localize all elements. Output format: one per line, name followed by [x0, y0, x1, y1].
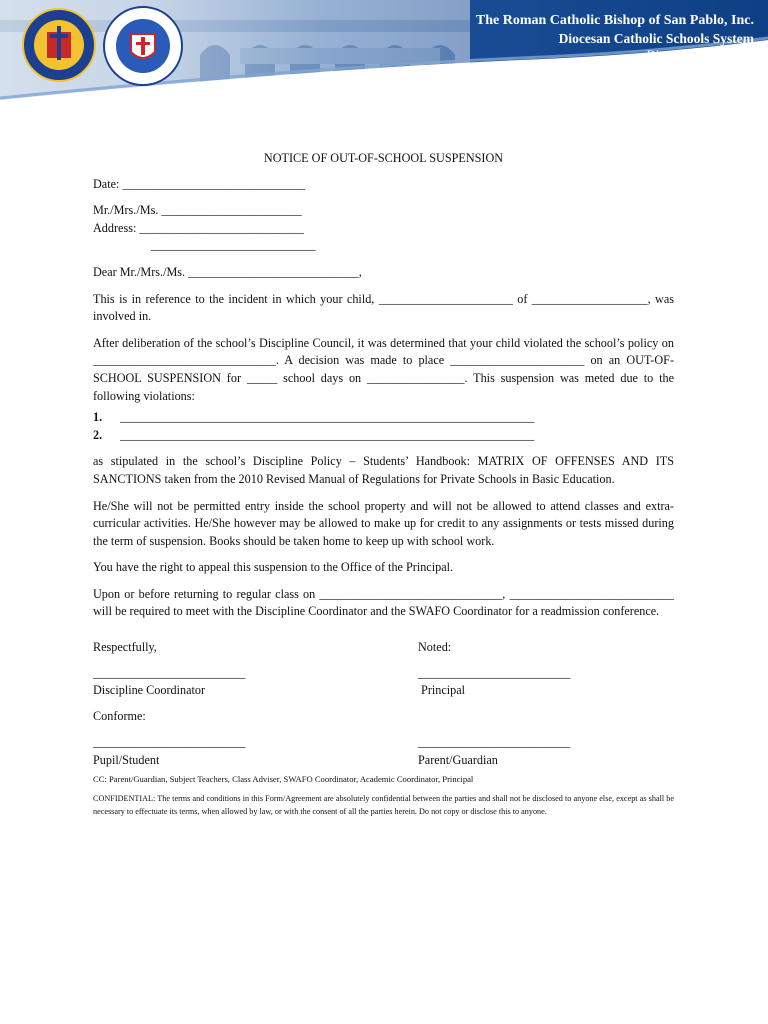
- violation-number: 1.: [93, 410, 103, 425]
- paragraph-policy: as stipulated in the school’s Discipline Policy – Students’ Handbook: MATRIX OF OFFENSES AND ITS SANCTIONS taken from the 2010 Revised Manual of Regulations for Private Schools in Basic Education.: [93, 454, 674, 486]
- parent-signature-line: _________________________: [418, 735, 571, 750]
- conforme-label: Conforme:: [93, 708, 146, 723]
- signature-row-3: [93, 734, 674, 769]
- discipline-coordinator-label: Discipline Coordinator: [93, 683, 206, 698]
- letterhead-line-3: Diocese of San Pablo: [646, 48, 754, 62]
- date-field: Date: ______________________________: [93, 176, 306, 191]
- pupil-student-label: Pupil/Student: [93, 753, 160, 768]
- paragraph-restrictions: He/She will not be permitted entry inside the school property and will not be allowed to attend classes and extra-curricular activities. He/She however may be allowed to make up for credit to any assignments or tests missed during the term of suspension. Books should be taken home to keep up with school work.: [93, 498, 674, 548]
- letterhead-line-1: The Roman Catholic Bishop of San Pablo, Inc.: [475, 13, 754, 28]
- letterhead-line-5: Pagsanjan, Laguna: [656, 81, 754, 95]
- paragraph-incident: This is in reference to the incident in which your child, ______________________ of ___________________, was involved in.: [93, 291, 674, 324]
- address-field: Address: ___________________________: [93, 220, 304, 235]
- principal-signature-line: _________________________: [418, 665, 571, 680]
- paragraph-decision: After deliberation of the school’s Discipline Council, it was determined that your child violated the school’s policy on ______________________________. A decision was made to place ______________________ on an OUT-OF-SCHOOL SUSPENSION for _____ school days on ________________. This suspension was meted due to the following violations:: [93, 335, 674, 403]
- suspension-notice-body: [93, 150, 674, 818]
- confidentiality-notice: CONFIDENTIAL: The terms and conditions in this Form/Agreement are absolutely confidential between the parties and shall not be disclosed to anyone else, except as shall be necessary to effectuate its terms, when allowed by law, or with the consent of all the parties herein. Do not copy or disclose this to anyone.: [93, 793, 674, 816]
- signature-row-2: [93, 665, 674, 700]
- respectfully-label: Respectfully,: [93, 640, 157, 655]
- letterhead-banner: [0, 0, 768, 118]
- letterhead-text: [476, 12, 754, 96]
- address-field-line-2: ___________________________: [151, 238, 316, 253]
- paragraph-readmission: Upon or before returning to regular class on ______________________________, ___________________________ will be required to meet with the Discipline Coordinator and the SWAFO Coordinator for a readmission conference.: [93, 586, 674, 619]
- letterhead-line-2: Diocesan Catholic Schools System: [558, 31, 754, 46]
- violation-line: ____________________________________________________________________: [120, 427, 535, 442]
- violations-list: [93, 409, 674, 444]
- diocesan-seal-logo: [22, 8, 96, 82]
- document-title: NOTICE OF OUT-OF-SCHOOL SUSPENSION: [263, 151, 504, 165]
- cc-distribution: CC: Parent/Guardian, Subject Teachers, Class Adviser, SWAFO Coordinator, Academic Coordinator, Principal: [93, 773, 474, 784]
- violation-line: ____________________________________________________________________: [120, 410, 535, 425]
- principal-label: Principal: [418, 683, 466, 698]
- parent-guardian-label: Parent/Guardian: [418, 753, 498, 768]
- noted-label: Noted:: [418, 640, 452, 655]
- list-item: [93, 427, 674, 445]
- list-item: [93, 409, 674, 427]
- discipline-coordinator-signature-line: _________________________: [93, 665, 246, 680]
- liceo-de-pagsanjan-seal-logo: [103, 6, 183, 86]
- signature-row-1: [93, 639, 674, 657]
- paragraph-appeal: You have the right to appeal this suspension to the Office of the Principal.: [93, 560, 454, 575]
- letterhead-line-4: Liceo de Pagsanjan: [623, 63, 754, 79]
- salutation: Dear Mr./Mrs./Ms. ____________________________,: [93, 264, 362, 279]
- recipient-name-field: Mr./Mrs./Ms. _______________________: [93, 203, 302, 218]
- pupil-signature-line: _________________________: [93, 735, 246, 750]
- violation-number: 2.: [93, 427, 103, 442]
